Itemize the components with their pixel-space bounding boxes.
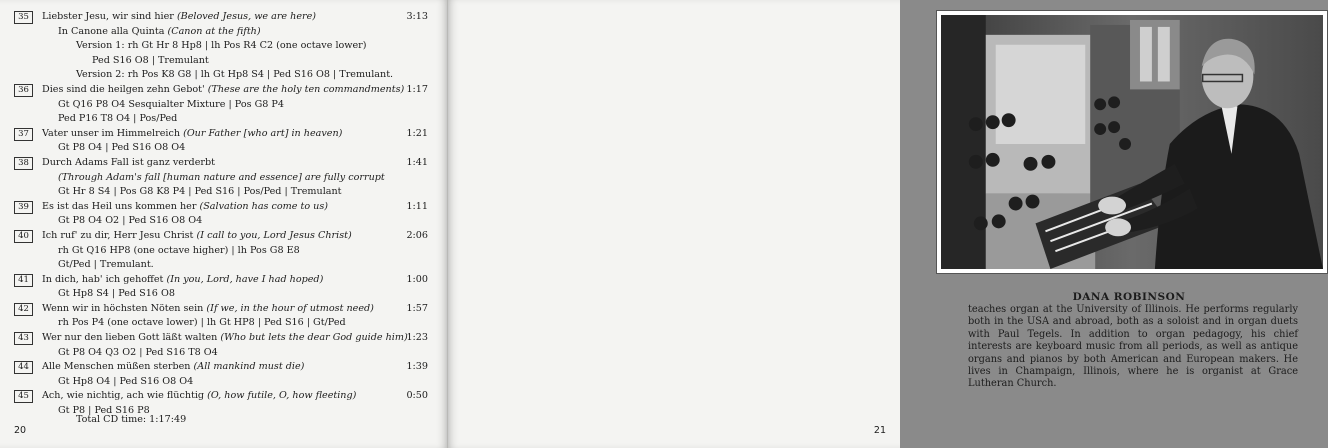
track-title-translation: (Our Father [who art] in heaven) <box>183 127 343 139</box>
registration-line <box>14 287 440 302</box>
track-title-german: In dich, hab' ich gehoffet <box>42 273 164 285</box>
track-title <box>42 360 304 375</box>
organist-at-organ-image <box>941 15 1323 269</box>
track-title <box>42 83 404 98</box>
track-number: 40 <box>14 230 33 243</box>
total-cd-time: Total CD time: 1:17:49 <box>76 414 187 425</box>
registration-line <box>14 112 440 127</box>
track-entry <box>14 200 440 229</box>
registration-line <box>14 141 440 156</box>
track-heading <box>14 229 440 244</box>
track-title-german: Durch Adams Fall ist ganz verderbt <box>42 156 215 168</box>
track-title <box>42 156 215 171</box>
track-entry <box>14 302 440 331</box>
track-title <box>42 331 408 346</box>
track-number: 35 <box>14 11 33 24</box>
performer-name: DANA ROBINSON <box>1072 291 1186 303</box>
track-title <box>42 302 374 317</box>
page-number-left: 20 <box>14 425 27 436</box>
registration-main: Gt Hp8 O4 | Ped S16 O8 O4 <box>58 375 194 387</box>
track-title <box>42 127 342 142</box>
track-title <box>42 229 352 244</box>
registration-line <box>14 54 440 69</box>
track-title-german: Wenn wir in höchsten Nöten sein <box>42 302 204 314</box>
registration-line <box>14 258 440 273</box>
left-page <box>0 0 448 448</box>
track-title-german: Es ist das Heil uns kommen her <box>42 200 197 212</box>
registration-line <box>14 346 440 361</box>
track-title-translation: (In you, Lord, have I had hoped) <box>166 273 324 285</box>
track-entry <box>14 229 440 273</box>
registration-italic: (Canon at the fifth) <box>167 25 261 37</box>
track-title-translation: (Salvation has come to us) <box>199 200 329 212</box>
track-title-german: Liebster Jesu, wir sind hier <box>42 11 174 22</box>
registration-text <box>58 287 175 302</box>
registration-main: Version 1: rh Gt Hr 8 Hp8 | lh Pos R4 C2 (one octave lower) <box>76 40 367 52</box>
registration-main: Version 2: rh Pos K8 G8 | lh Gt Hp8 S4 | Ped S16 O8 | Tremulant. <box>76 69 394 81</box>
registration-text <box>58 244 300 259</box>
track-number: 36 <box>14 84 33 97</box>
track-title-translation: (I call to you, Lord Jesus Christ) <box>196 229 352 241</box>
track-heading <box>14 360 440 375</box>
track-title-translation: (These are the holy ten commandments) <box>207 83 405 95</box>
track-entry <box>14 127 440 156</box>
track-title-german: Dies sind die heilgen zehn Gebot' <box>42 83 205 95</box>
registration-text <box>58 112 177 127</box>
track-title <box>42 200 328 215</box>
track-entry <box>14 156 440 200</box>
registration-line <box>14 68 440 83</box>
track-number: 45 <box>14 390 33 403</box>
page-number-right: 21 <box>873 425 886 436</box>
track-title-translation: (Who but lets the dear God guide him) <box>220 332 408 344</box>
track-number: 39 <box>14 201 33 214</box>
organist-photo <box>936 10 1328 274</box>
registration-text <box>92 54 209 69</box>
registration-text <box>58 185 342 200</box>
registration-line <box>14 185 440 200</box>
registration-line <box>14 244 440 259</box>
track-duration: 1:11 <box>406 200 428 212</box>
track-title-german: Alle Menschen müßen sterben <box>42 361 191 373</box>
track-list <box>14 10 440 419</box>
track-duration: 1:23 <box>406 332 428 344</box>
track-heading <box>14 331 440 346</box>
track-heading <box>14 302 440 317</box>
track-title-german: Wer nur den lieben Gott läßt walten <box>42 332 218 344</box>
registration-main: Ped P16 T8 O4 | Pos/Ped <box>58 113 178 125</box>
registration-text <box>58 214 202 229</box>
registration-main: rh Gt Q16 HP8 (one octave higher) | lh Pos G8 E8 <box>58 244 300 256</box>
track-title-german: Ach, wie nichtig, ach wie flüchtig <box>42 390 205 402</box>
registration-main: Gt Q16 P8 O4 Sesquialter Mixture | Pos G8 P4 <box>58 98 284 110</box>
track-heading <box>14 273 440 288</box>
performer-bio: teaches organ at the University of Illinois. He performs regularly both in the USA and abroad, both as a soloist and in organ duets with Paul Tegels. In addition to organ pedagogy, his chief interests are keyboard music from all periods, as well as antique organs and pianos by both American and European makers. He lives in Champaign, Illinois, where he is organist at Grace Lutheran Church. <box>968 304 1298 390</box>
track-title <box>42 10 316 25</box>
track-duration: 0:50 <box>406 390 428 402</box>
track-heading <box>14 83 440 98</box>
track-duration: 1:21 <box>406 127 428 139</box>
registration-main: In Canone alla Quinta <box>58 25 165 37</box>
track-number: 44 <box>14 361 33 374</box>
track-title <box>42 273 323 288</box>
registration-text <box>58 346 218 361</box>
track-title-translation: (O, how futile, O, how fleeting) <box>207 390 357 402</box>
track-duration: 1:41 <box>406 156 428 168</box>
track-entry <box>14 273 440 302</box>
track-entry <box>14 360 440 389</box>
registration-main: Ped S16 O8 | Tremulant <box>92 54 209 66</box>
registration-line <box>14 375 440 390</box>
track-title <box>42 389 356 404</box>
registration-text <box>58 98 284 113</box>
registration-line <box>14 316 440 331</box>
track-duration: 2:06 <box>406 229 428 241</box>
registration-line <box>14 214 440 229</box>
registration-main: Gt P8 O4 Q3 O2 | Ped S16 T8 O4 <box>58 346 218 358</box>
track-entry <box>14 10 440 83</box>
registration-main: Gt P8 O4 | Ped S16 O8 O4 <box>58 142 186 154</box>
track-heading <box>14 389 440 404</box>
registration-main: Gt Hr 8 S4 | Pos G8 K8 P4 | Ped S16 | Pos/Ped | Tremulant <box>58 186 342 198</box>
track-duration: 1:39 <box>406 361 428 373</box>
track-entry <box>14 83 440 127</box>
registration-text <box>58 141 185 156</box>
track-heading <box>14 200 440 215</box>
registration-text <box>58 258 154 273</box>
track-number: 42 <box>14 303 33 316</box>
track-duration: 1:57 <box>406 302 428 314</box>
registration-main: Gt Hp8 S4 | Ped S16 O8 <box>58 288 175 300</box>
track-number: 37 <box>14 128 33 141</box>
track-number: 43 <box>14 332 33 345</box>
registration-italic: (Through Adam's fall [human nature and essence] are fully corrupt <box>58 171 385 183</box>
track-title-german: Ich ruf' zu dir, Herr Jesu Christ <box>42 229 194 241</box>
registration-text <box>76 39 367 54</box>
registration-text <box>58 375 193 390</box>
registration-main: Gt/Ped | Tremulant. <box>58 259 154 271</box>
track-number: 41 <box>14 274 33 287</box>
track-duration: 1:00 <box>406 273 428 285</box>
registration-text <box>58 316 346 331</box>
track-number: 38 <box>14 157 33 170</box>
track-title-translation: (If we, in the hour of utmost need) <box>206 302 374 314</box>
track-title-translation: (All mankind must die) <box>193 361 305 373</box>
track-title-translation: (Beloved Jesus, we are here) <box>176 11 317 22</box>
track-title-german: Vater unser im Himmelreich <box>42 127 181 139</box>
track-duration: 1:17 <box>406 83 428 95</box>
registration-main: rh Pos P4 (one octave lower) | lh Gt HP8 | Ped S16 | Gt/Ped <box>58 317 346 329</box>
registration-line <box>14 25 440 40</box>
track-heading <box>14 10 440 25</box>
registration-line <box>14 171 440 186</box>
track-heading <box>14 127 440 142</box>
registration-main: Gt P8 | Ped S16 P8 <box>58 405 150 417</box>
registration-text <box>58 25 261 40</box>
track-duration: 3:13 <box>406 11 428 22</box>
registration-line <box>14 39 440 54</box>
registration-main: Gt P8 O4 O2 | Ped S16 O8 O4 <box>58 215 203 227</box>
registration-line <box>14 98 440 113</box>
track-entry <box>14 331 440 360</box>
right-page <box>448 0 1298 448</box>
track-heading <box>14 156 440 171</box>
registration-text <box>58 171 385 186</box>
registration-text <box>76 68 393 83</box>
